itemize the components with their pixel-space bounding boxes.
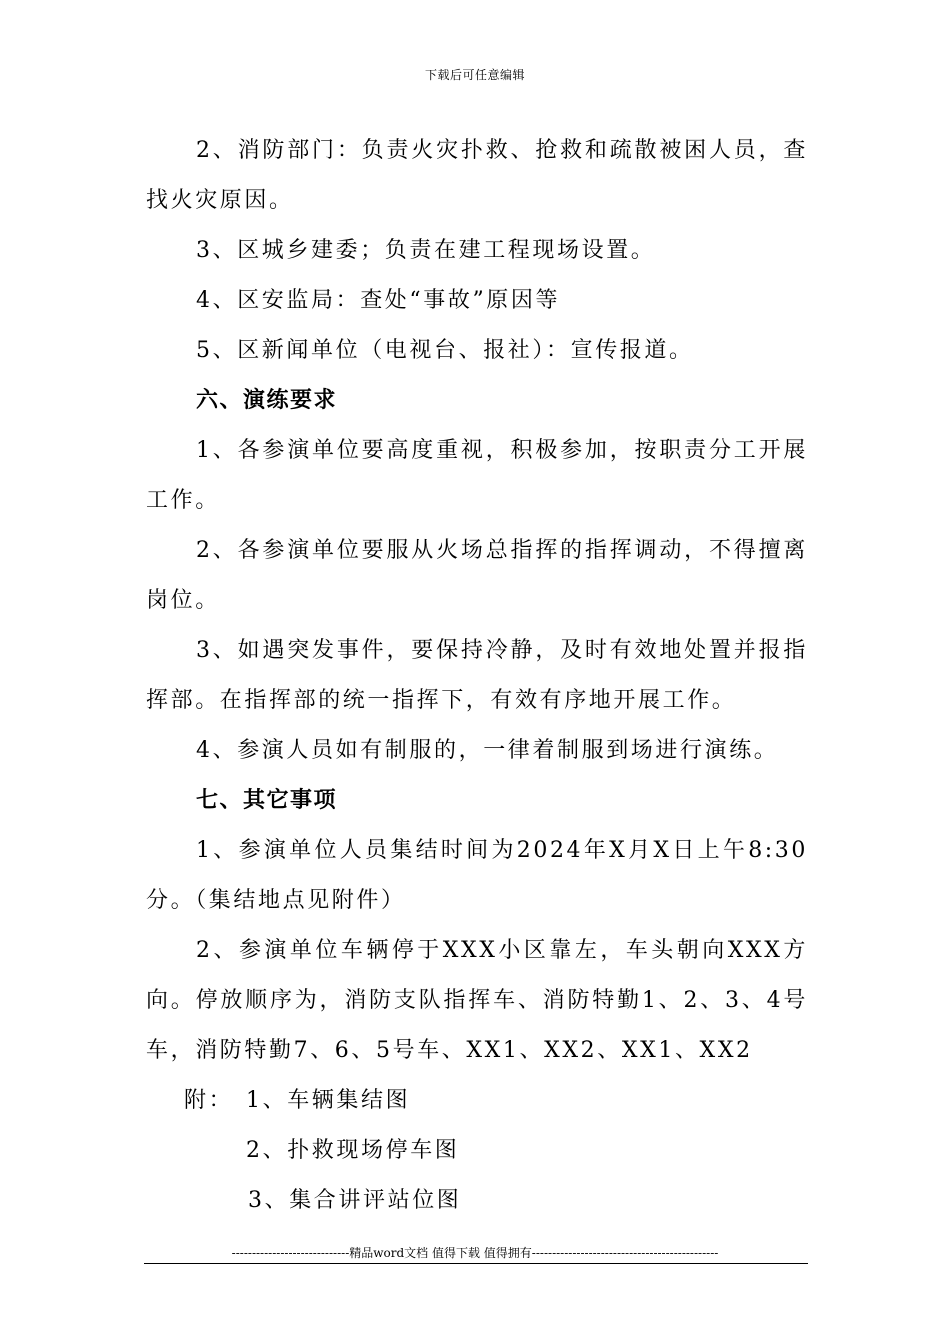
- paragraph-requirement-2: 2、各参演单位要服从火场总指挥的指挥调动，不得擅离岗位。: [146, 538, 808, 613]
- paragraph-assembly-time: 1、参演单位人员集结时间为2024年X月X日上午8:30分。（集结地点见附件）: [146, 838, 808, 913]
- paragraph-requirement-4: 4、参演人员如有制服的，一律着制服到场进行演练。: [196, 738, 779, 763]
- header-note: 下载后可任意编辑: [424, 68, 525, 82]
- paragraph-news-units: 5、区新闻单位（电视台、报社）：宣传报道。: [196, 338, 694, 363]
- section-heading-other-matters: 七、其它事项: [196, 788, 338, 813]
- paragraph-vehicle-parking: 2、参演单位车辆停于XXX小区靠左，车头朝向XXX方向。停放顺序为，消防支队指挥车、消防特勤1、2、3、4号车，消防特勤7、6、5号车、XX1、XX2、XX1、XX2: [146, 938, 808, 1063]
- document-body: [146, 126, 808, 1226]
- section-heading-drill-requirements: 六、演练要求: [196, 388, 338, 413]
- paragraph-requirement-1: 1、各参演单位要高度重视，积极参加，按职责分工开展工作。: [146, 438, 808, 513]
- paragraph-requirement-3: 3、如遇突发事件，要保持冷静，及时有效地处置并报指挥部。在指挥部的统一指挥下，有效有序地开展工作。: [146, 638, 808, 713]
- footer-divider: [144, 1263, 808, 1264]
- attachment-item-parking-layout: 2、扑救现场停车图: [246, 1138, 460, 1163]
- attachment-item-review-positions: 3、集合讲评站位图: [248, 1188, 462, 1213]
- paragraph-construction-committee: 3、区城乡建委；负责在建工程现场设置。: [196, 238, 656, 263]
- attachments-label: 附：: [184, 1088, 234, 1113]
- footer-text: -----------------------------精品word文档 值得下载 值得拥有----------------------------------------------: [231, 1246, 719, 1260]
- paragraph-safety-bureau: 4、区安监局：查处“事故”原因等: [196, 288, 561, 313]
- attachment-row: [146, 1176, 808, 1226]
- paragraph-fire-dept: 2、消防部门：负责火灾扑救、抢救和疏散被困人员，查找火灾原因。: [146, 138, 808, 213]
- attachment-row: [146, 1076, 808, 1126]
- attachments-list: [146, 1076, 808, 1226]
- attachment-row: [146, 1126, 808, 1176]
- attachment-item-vehicle-assembly: 1、车辆集结图: [246, 1088, 411, 1113]
